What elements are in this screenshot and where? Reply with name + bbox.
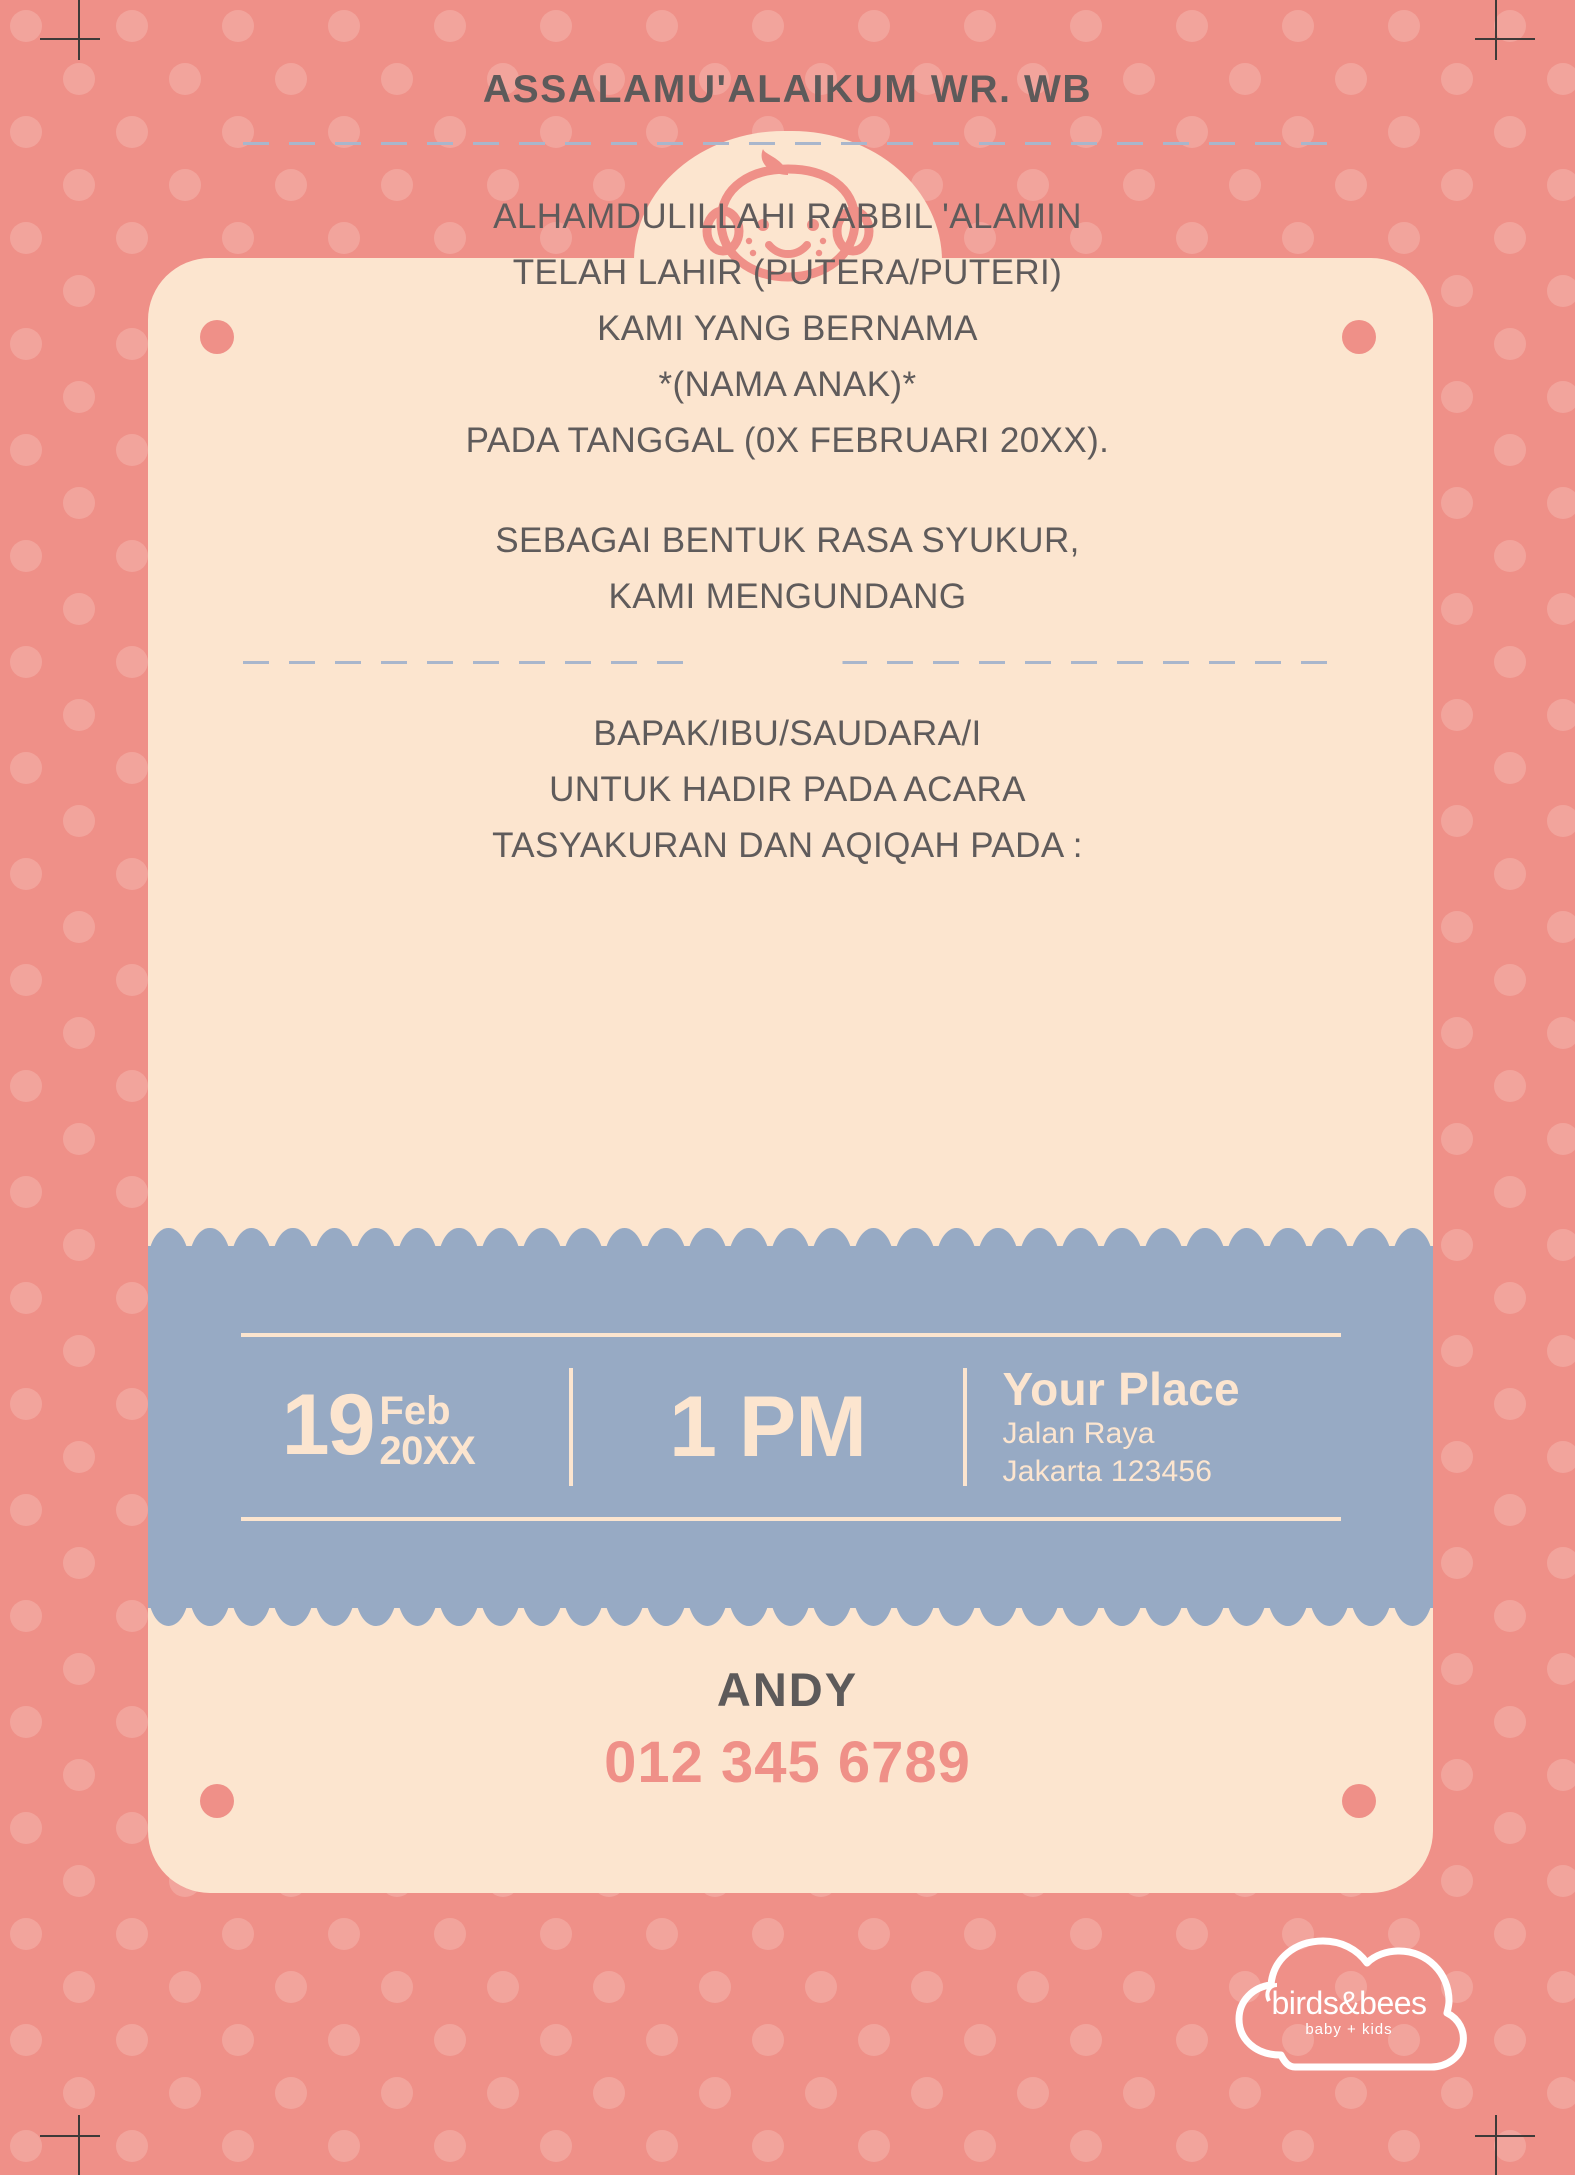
band-rule-bottom <box>241 1517 1341 1521</box>
band-separator-1 <box>569 1368 573 1486</box>
gratitude-block <box>0 513 1575 625</box>
event-time: 1 PM <box>669 1378 866 1475</box>
contact-phone[interactable]: 012 345 6789 <box>604 1730 971 1795</box>
event-place <box>997 1363 1363 1491</box>
band-content <box>148 1246 1433 1608</box>
band-rule-top <box>241 1333 1341 1337</box>
place-name: Your Place <box>1002 1363 1240 1415</box>
invitation-line: UNTUK HADIR PADA ACARA <box>549 770 1026 809</box>
announcement-line: *(NAMA ANAK)* <box>658 365 917 404</box>
announcement-line: PADA TANGGAL (0X FEBRUARI 20XX). <box>465 421 1110 460</box>
invitation-block <box>0 706 1575 874</box>
logo-tagline: baby + kids <box>1305 2021 1393 2038</box>
birth-announcement-block <box>0 189 1575 469</box>
event-month-year <box>379 1389 476 1473</box>
crop-mark-bottom-left <box>40 2115 100 2175</box>
divider-middle <box>243 661 1333 664</box>
gratitude-line: KAMI MENGUNDANG <box>608 577 967 616</box>
greeting-heading: ASSALAMU'ALAIKUM WR. WB <box>482 68 1093 111</box>
card-content <box>0 0 1575 874</box>
logo-name: birds&bees <box>1271 1985 1427 2021</box>
event-year: 20XX <box>379 1429 476 1473</box>
invitation-line: TASYAKURAN DAN AQIQAH PADA : <box>492 826 1083 865</box>
event-details-band <box>148 1228 1433 1626</box>
event-date <box>219 1377 539 1473</box>
event-day: 19 <box>281 1377 374 1473</box>
crop-mark-top-right <box>1475 0 1535 60</box>
place-address-line-2: Jakarta 123456 <box>1002 1455 1213 1488</box>
crop-mark-bottom-right <box>1475 2115 1535 2175</box>
brand-logo <box>1215 1923 1483 2093</box>
band-separator-2 <box>963 1368 967 1486</box>
crop-mark-top-left <box>40 0 100 60</box>
announcement-line: TELAH LAHIR (PUTERA/PUTERI) <box>512 253 1063 292</box>
event-month: Feb <box>379 1389 451 1433</box>
announcement-line: ALHAMDULILLAHI RABBIL 'ALAMIN <box>493 197 1082 236</box>
place-address-line-1: Jalan Raya <box>1002 1417 1155 1450</box>
announcement-line: KAMI YANG BERNAMA <box>597 309 978 348</box>
contact-block <box>0 1662 1575 1796</box>
event-columns <box>219 1363 1363 1491</box>
contact-name: ANDY <box>716 1663 859 1716</box>
gratitude-line: SEBAGAI BENTUK RASA SYUKUR, <box>495 521 1080 560</box>
divider-top <box>243 142 1333 145</box>
invitation-line: BAPAK/IBU/SAUDARA/I <box>593 714 982 753</box>
